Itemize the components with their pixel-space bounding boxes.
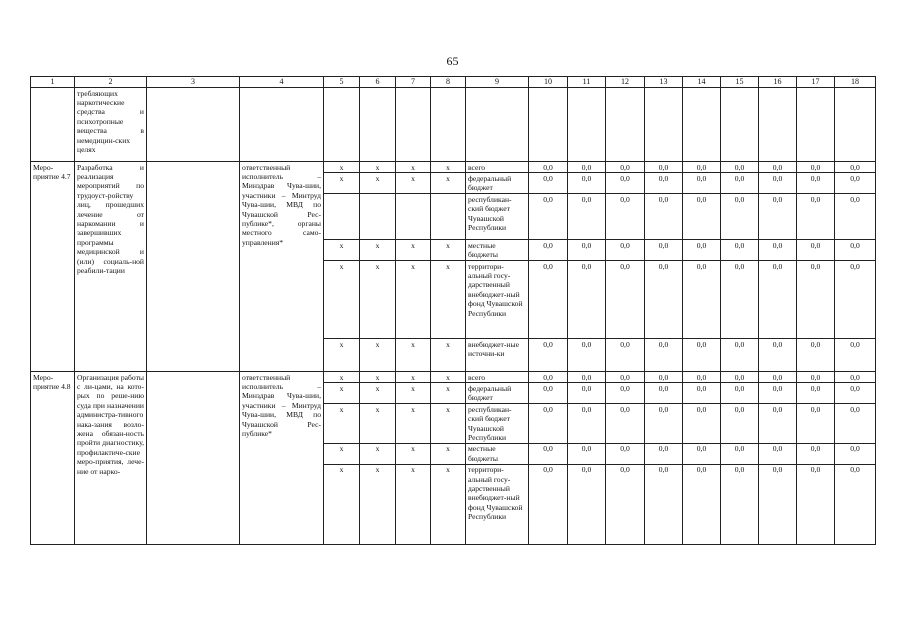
value-cell: 0,0 bbox=[606, 464, 645, 544]
value-cell: 0,0 bbox=[568, 173, 606, 194]
funding-source-cell: республикан-ский бюджет Чувашской Республики bbox=[466, 404, 529, 444]
value-cell: 0,0 bbox=[645, 194, 683, 240]
value-cell: 0,0 bbox=[797, 339, 835, 372]
value-cell: 0,0 bbox=[568, 261, 606, 339]
measure-name-cell: Организация работы с ли-цами, на кото-рых по реше-нию суда при назначении администра-тивного нака-зания возло-жена обязан-ность пройти диагностику, профилактиче-ские меро-приятия, лече-ние от нарко- bbox=[75, 372, 147, 545]
value-cell: 0,0 bbox=[835, 261, 876, 339]
value-cell: 0,0 bbox=[529, 194, 568, 240]
value-cell: 0,0 bbox=[797, 173, 835, 194]
x-cell bbox=[431, 194, 466, 240]
x-cell: x bbox=[360, 464, 396, 544]
value-cell: 0,0 bbox=[606, 372, 645, 383]
x-cell: x bbox=[360, 372, 396, 383]
x-cell: x bbox=[396, 240, 431, 261]
value-cell: 0,0 bbox=[606, 162, 645, 173]
value-cell: 0,0 bbox=[759, 240, 797, 261]
value-cell: 0,0 bbox=[835, 194, 876, 240]
value-cell: 0,0 bbox=[568, 162, 606, 173]
value-cell: 0,0 bbox=[606, 339, 645, 372]
empty-cell bbox=[645, 88, 683, 162]
funding-source-cell: республикан-ский бюджет Чувашской Республики bbox=[466, 194, 529, 240]
value-cell: 0,0 bbox=[835, 383, 876, 404]
x-cell: x bbox=[431, 240, 466, 261]
value-cell: 0,0 bbox=[568, 339, 606, 372]
value-cell: 0,0 bbox=[683, 162, 721, 173]
table-row bbox=[31, 372, 876, 383]
value-cell: 0,0 bbox=[721, 173, 759, 194]
value-cell: 0,0 bbox=[835, 240, 876, 261]
value-cell: 0,0 bbox=[529, 240, 568, 261]
value-cell: 0,0 bbox=[568, 464, 606, 544]
value-cell: 0,0 bbox=[683, 372, 721, 383]
funding-source-cell: территори-альный госу-дарственный внебюджет-ный фонд Чувашской Республики bbox=[466, 261, 529, 339]
value-cell: 0,0 bbox=[529, 162, 568, 173]
value-cell: 0,0 bbox=[606, 383, 645, 404]
funding-source-cell: местные бюджеты bbox=[466, 443, 529, 464]
x-cell: x bbox=[324, 261, 360, 339]
value-cell: 0,0 bbox=[835, 339, 876, 372]
header-row bbox=[31, 77, 876, 88]
value-cell: 0,0 bbox=[568, 383, 606, 404]
value-cell: 0,0 bbox=[568, 443, 606, 464]
header-cell-7: 7 bbox=[396, 77, 431, 88]
value-cell: 0,0 bbox=[721, 443, 759, 464]
value-cell: 0,0 bbox=[568, 404, 606, 444]
value-cell: 0,0 bbox=[797, 404, 835, 444]
value-cell: 0,0 bbox=[645, 383, 683, 404]
header-cell-14: 14 bbox=[683, 77, 721, 88]
continuation-row bbox=[31, 88, 876, 162]
value-cell: 0,0 bbox=[797, 162, 835, 173]
executor-cell: ответственный исполнитель – Минздрав Чува-шии, участники – Минтруд Чува-шии, МВД по Чувашской Рес-публике* bbox=[240, 372, 324, 545]
x-cell: x bbox=[431, 173, 466, 194]
empty-cell bbox=[835, 88, 876, 162]
value-cell: 0,0 bbox=[759, 339, 797, 372]
value-cell: 0,0 bbox=[721, 339, 759, 372]
value-cell: 0,0 bbox=[797, 194, 835, 240]
funding-source-cell: территори-альный госу-дарственный внебюджет-ный фонд Чувашской Республики bbox=[466, 464, 529, 544]
header-cell-13: 13 bbox=[645, 77, 683, 88]
value-cell: 0,0 bbox=[835, 443, 876, 464]
empty-cell bbox=[431, 88, 466, 162]
value-cell: 0,0 bbox=[759, 464, 797, 544]
x-cell: x bbox=[396, 443, 431, 464]
header-cell-1: 1 bbox=[31, 77, 75, 88]
x-cell: x bbox=[360, 339, 396, 372]
x-cell: x bbox=[324, 240, 360, 261]
funding-source-cell: федеральный бюджет bbox=[466, 383, 529, 404]
value-cell: 0,0 bbox=[759, 194, 797, 240]
header-cell-4: 4 bbox=[240, 77, 324, 88]
x-cell: x bbox=[360, 443, 396, 464]
header-cell-12: 12 bbox=[606, 77, 645, 88]
value-cell: 0,0 bbox=[606, 404, 645, 444]
code-cell bbox=[31, 88, 75, 162]
value-cell: 0,0 bbox=[683, 383, 721, 404]
value-cell: 0,0 bbox=[835, 372, 876, 383]
measure-name-cell: требляющих наркотические средства и психотропные вещества в немедицин-ских целях bbox=[75, 88, 147, 162]
header-cell-8: 8 bbox=[431, 77, 466, 88]
x-cell: x bbox=[431, 261, 466, 339]
x-cell: x bbox=[396, 404, 431, 444]
value-cell: 0,0 bbox=[606, 194, 645, 240]
empty-cell bbox=[721, 88, 759, 162]
value-cell: 0,0 bbox=[683, 464, 721, 544]
x-cell: x bbox=[360, 261, 396, 339]
value-cell: 0,0 bbox=[759, 162, 797, 173]
value-cell: 0,0 bbox=[645, 261, 683, 339]
empty-cell bbox=[759, 88, 797, 162]
value-cell: 0,0 bbox=[721, 162, 759, 173]
value-cell: 0,0 bbox=[683, 194, 721, 240]
value-cell: 0,0 bbox=[606, 173, 645, 194]
value-cell: 0,0 bbox=[835, 173, 876, 194]
value-cell: 0,0 bbox=[606, 261, 645, 339]
measure-name-cell: Разработка и реализация мероприятий по трудоуст-ройству лиц, прошедших лечение от наркомании и завершивших программы медицинской и (или) социаль-ной реабили-тации bbox=[75, 162, 147, 372]
value-cell: 0,0 bbox=[835, 404, 876, 444]
value-cell: 0,0 bbox=[683, 261, 721, 339]
value-cell: 0,0 bbox=[645, 464, 683, 544]
value-cell: 0,0 bbox=[721, 240, 759, 261]
x-cell: x bbox=[324, 404, 360, 444]
value-cell: 0,0 bbox=[683, 339, 721, 372]
value-cell: 0,0 bbox=[797, 383, 835, 404]
value-cell: 0,0 bbox=[606, 240, 645, 261]
x-cell: x bbox=[431, 162, 466, 173]
value-cell: 0,0 bbox=[645, 339, 683, 372]
value-cell: 0,0 bbox=[645, 240, 683, 261]
value-cell: 0,0 bbox=[645, 443, 683, 464]
x-cell: x bbox=[396, 261, 431, 339]
header-cell-15: 15 bbox=[721, 77, 759, 88]
x-cell bbox=[360, 194, 396, 240]
empty-cell bbox=[147, 88, 240, 162]
value-cell: 0,0 bbox=[645, 404, 683, 444]
x-cell: x bbox=[360, 162, 396, 173]
funding-source-cell: местные бюджеты bbox=[466, 240, 529, 261]
measure-code-cell: Меро-приятие 4.8 bbox=[31, 372, 75, 545]
value-cell: 0,0 bbox=[645, 162, 683, 173]
empty-cell bbox=[360, 88, 396, 162]
header-cell-17: 17 bbox=[797, 77, 835, 88]
value-cell: 0,0 bbox=[529, 443, 568, 464]
value-cell: 0,0 bbox=[529, 339, 568, 372]
x-cell bbox=[324, 194, 360, 240]
value-cell: 0,0 bbox=[797, 261, 835, 339]
x-cell: x bbox=[324, 464, 360, 544]
x-cell: x bbox=[431, 443, 466, 464]
empty-cell bbox=[396, 88, 431, 162]
value-cell: 0,0 bbox=[568, 240, 606, 261]
empty-cell bbox=[568, 88, 606, 162]
x-cell: x bbox=[324, 372, 360, 383]
value-cell: 0,0 bbox=[721, 194, 759, 240]
x-cell: x bbox=[396, 173, 431, 194]
executor-cell: ответственный исполнитель – Минздрав Чува-шии, участники – Минтруд Чува-шии, МВД по Чувашской Рес-публике*, органы местного само-управления* bbox=[240, 162, 324, 372]
value-cell: 0,0 bbox=[645, 173, 683, 194]
x-cell: x bbox=[324, 383, 360, 404]
funding-source-cell: федеральный бюджет bbox=[466, 173, 529, 194]
x-cell: x bbox=[360, 383, 396, 404]
value-cell: 0,0 bbox=[683, 240, 721, 261]
x-cell: x bbox=[360, 173, 396, 194]
x-cell: x bbox=[396, 162, 431, 173]
value-cell: 0,0 bbox=[797, 240, 835, 261]
page-number: 65 bbox=[446, 54, 459, 68]
value-cell: 0,0 bbox=[759, 372, 797, 383]
header-cell-18: 18 bbox=[835, 77, 876, 88]
value-cell: 0,0 bbox=[759, 443, 797, 464]
x-cell: x bbox=[324, 443, 360, 464]
value-cell: 0,0 bbox=[797, 372, 835, 383]
value-cell: 0,0 bbox=[529, 173, 568, 194]
value-cell: 0,0 bbox=[835, 162, 876, 173]
value-cell: 0,0 bbox=[835, 464, 876, 544]
value-cell: 0,0 bbox=[759, 173, 797, 194]
empty-cell bbox=[147, 162, 240, 372]
header-cell-5: 5 bbox=[324, 77, 360, 88]
x-cell: x bbox=[396, 464, 431, 544]
value-cell: 0,0 bbox=[529, 372, 568, 383]
header-cell-3: 3 bbox=[147, 77, 240, 88]
program-table bbox=[30, 76, 876, 545]
value-cell: 0,0 bbox=[721, 372, 759, 383]
x-cell: x bbox=[431, 383, 466, 404]
empty-cell bbox=[466, 88, 529, 162]
empty-cell bbox=[529, 88, 568, 162]
value-cell: 0,0 bbox=[683, 173, 721, 194]
funding-source-cell: внебюджет-ные источни-ки bbox=[466, 339, 529, 372]
header-cell-6: 6 bbox=[360, 77, 396, 88]
header-cell-9: 9 bbox=[466, 77, 529, 88]
x-cell: x bbox=[396, 372, 431, 383]
funding-source-cell: всего bbox=[466, 162, 529, 173]
value-cell: 0,0 bbox=[759, 404, 797, 444]
x-cell: x bbox=[324, 339, 360, 372]
value-cell: 0,0 bbox=[721, 464, 759, 544]
x-cell: x bbox=[396, 339, 431, 372]
x-cell: x bbox=[431, 404, 466, 444]
value-cell: 0,0 bbox=[645, 372, 683, 383]
value-cell: 0,0 bbox=[721, 383, 759, 404]
x-cell bbox=[396, 194, 431, 240]
x-cell: x bbox=[360, 240, 396, 261]
header-cell-11: 11 bbox=[568, 77, 606, 88]
value-cell: 0,0 bbox=[797, 443, 835, 464]
empty-cell bbox=[606, 88, 645, 162]
value-cell: 0,0 bbox=[568, 372, 606, 383]
header-cell-2: 2 bbox=[75, 77, 147, 88]
empty-cell bbox=[683, 88, 721, 162]
value-cell: 0,0 bbox=[529, 464, 568, 544]
header-cell-10: 10 bbox=[529, 77, 568, 88]
x-cell: x bbox=[324, 162, 360, 173]
header-cell-16: 16 bbox=[759, 77, 797, 88]
value-cell: 0,0 bbox=[568, 194, 606, 240]
funding-source-cell: всего bbox=[466, 372, 529, 383]
value-cell: 0,0 bbox=[721, 404, 759, 444]
empty-cell bbox=[797, 88, 835, 162]
x-cell: x bbox=[431, 372, 466, 383]
value-cell: 0,0 bbox=[529, 383, 568, 404]
x-cell: x bbox=[360, 404, 396, 444]
empty-cell bbox=[324, 88, 360, 162]
x-cell: x bbox=[396, 383, 431, 404]
value-cell: 0,0 bbox=[683, 443, 721, 464]
empty-cell bbox=[147, 372, 240, 545]
value-cell: 0,0 bbox=[797, 464, 835, 544]
value-cell: 0,0 bbox=[759, 383, 797, 404]
measure-code-cell: Меро-приятие 4.7 bbox=[31, 162, 75, 372]
value-cell: 0,0 bbox=[721, 261, 759, 339]
value-cell: 0,0 bbox=[759, 261, 797, 339]
value-cell: 0,0 bbox=[529, 404, 568, 444]
x-cell: x bbox=[431, 464, 466, 544]
empty-cell bbox=[240, 88, 324, 162]
value-cell: 0,0 bbox=[529, 261, 568, 339]
value-cell: 0,0 bbox=[683, 404, 721, 444]
x-cell: x bbox=[431, 339, 466, 372]
value-cell: 0,0 bbox=[606, 443, 645, 464]
table-row bbox=[31, 162, 876, 173]
x-cell: x bbox=[324, 173, 360, 194]
